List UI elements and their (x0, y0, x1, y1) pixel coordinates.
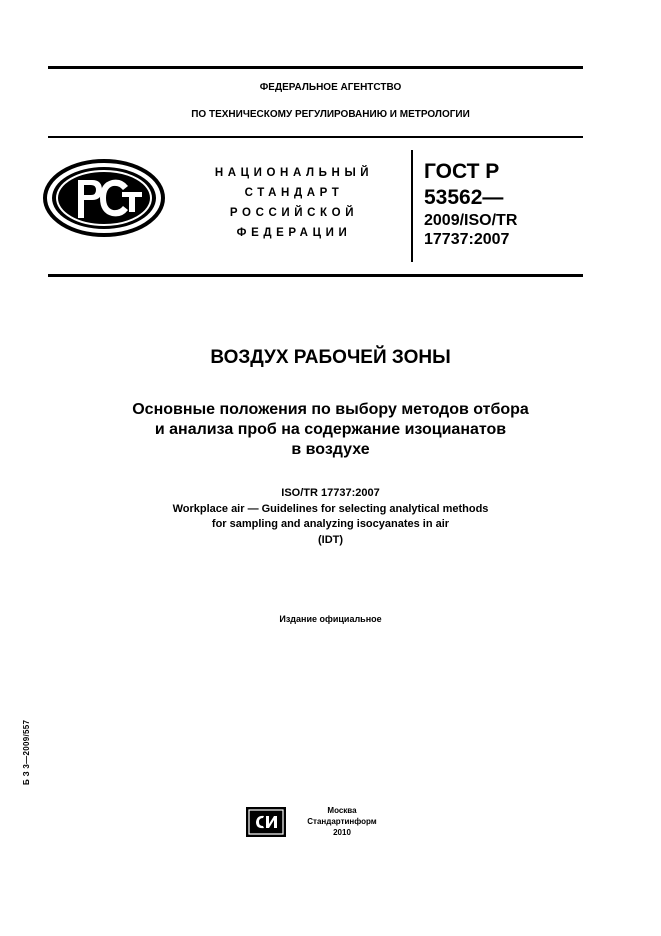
agency-line-1: ФЕДЕРАЛЬНОЕ АГЕНТСТВО (259, 82, 402, 93)
standard-designation-line-2: 53562— (424, 186, 504, 209)
publisher-info (296, 805, 388, 838)
header-rule (48, 136, 583, 138)
header-bottom-rule (48, 274, 583, 277)
subtitle-line-2: и анализа проб на содержание изоцианатов (154, 421, 507, 438)
subtitle-line-1: Основные положения по выбору методов отбора (132, 401, 529, 418)
gost-emblem-logo (42, 158, 166, 243)
standard-designation-line-3: 2009/ISO/TR (424, 212, 518, 229)
edition-label: Издание официальное (279, 614, 382, 624)
document-subtitle (0, 400, 661, 460)
publisher-year: 2010 (333, 828, 351, 837)
side-code: Б З 3—2009/557 (22, 719, 31, 785)
agency-line-2: ПО ТЕХНИЧЕСКОМУ РЕГУЛИРОВАНИЮ И МЕТРОЛОГИИ (191, 109, 470, 120)
publisher-city: Москва (327, 806, 357, 815)
publisher-logo (246, 807, 286, 842)
document-title: ВОЗДУХ РАБОЧЕЙ ЗОНЫ (210, 347, 451, 368)
vertical-divider (411, 150, 413, 262)
iso-degree: (IDT) (317, 533, 344, 546)
iso-title-line-1: Workplace air — Guidelines for selecting analytical methods (172, 502, 489, 515)
publisher-name: Стандартинформ (307, 817, 377, 826)
national-standard-line-4: ФЕДЕРАЦИИ (236, 227, 352, 239)
iso-title-line-2: for sampling and analyzing isocyanates in air (211, 518, 450, 530)
iso-reference-block (0, 486, 661, 548)
national-standard-line-2: СТАНДАРТ (244, 187, 344, 199)
national-standard-line-1: НАЦИОНАЛЬНЫЙ (214, 167, 374, 179)
standard-designation-line-4: 17737:2007 (424, 231, 510, 248)
iso-code: ISO/TR 17737:2007 (281, 487, 380, 499)
national-standard-line-3: РОССИЙСКОЙ (229, 207, 359, 219)
subtitle-line-3: в воздухе (291, 441, 370, 458)
top-rule (48, 66, 583, 69)
standard-designation-line-1: ГОСТ Р (424, 160, 500, 183)
